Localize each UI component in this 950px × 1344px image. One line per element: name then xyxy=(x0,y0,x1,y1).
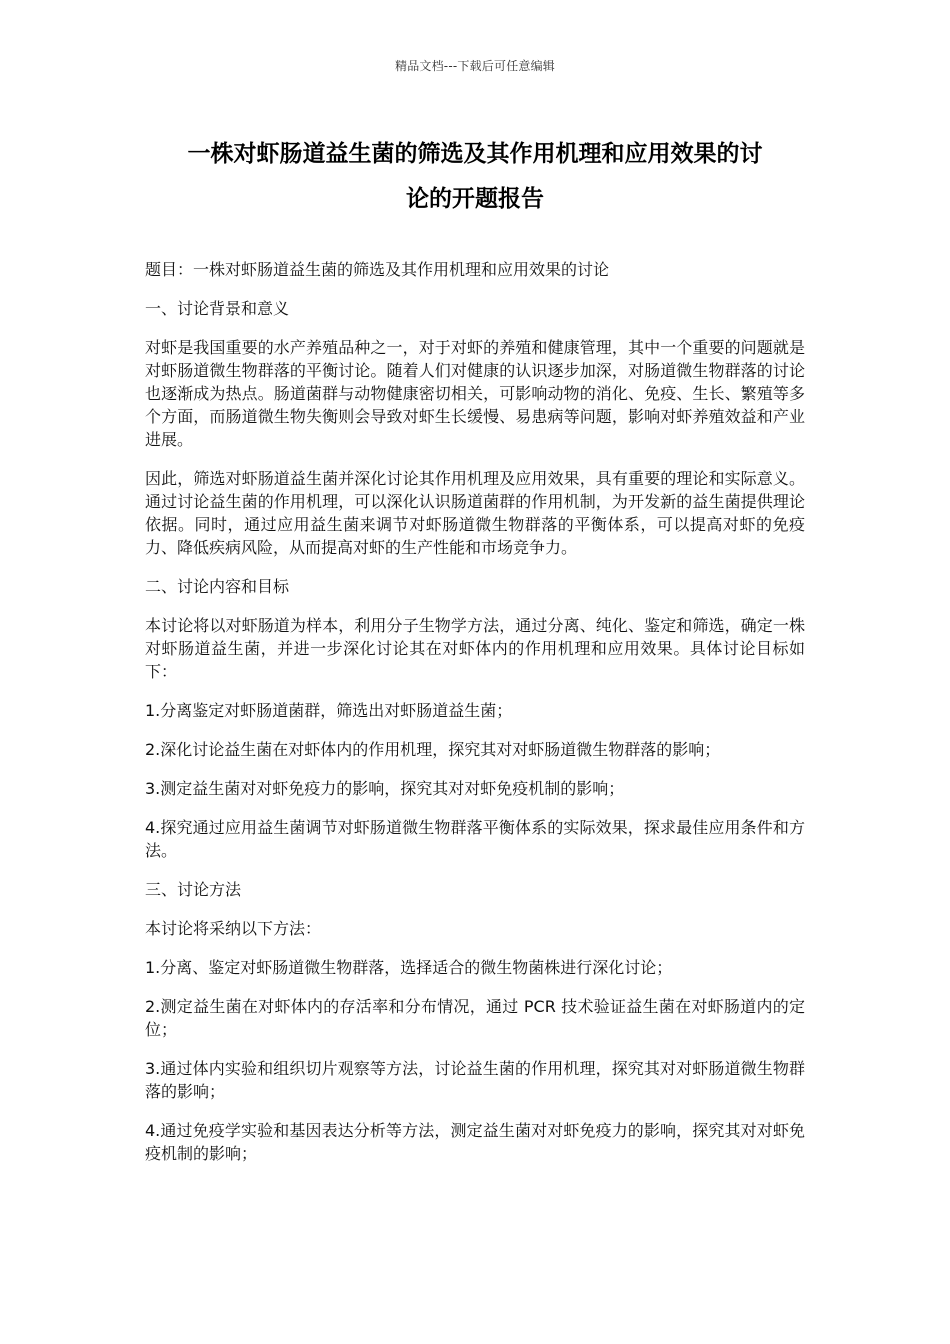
section-heading-background: 一、讨论背景和意义 xyxy=(145,299,290,318)
method-item: 4.通过免疫学实验和基因表达分析等方法，测定益生菌对对虾免疫力的影响，探究其对对虾免疫机制的影响； xyxy=(145,1121,805,1163)
goal-item: 1.分离鉴定对虾肠道菌群，筛选出对虾肠道益生菌； xyxy=(145,701,513,720)
method-item: 2.测定益生菌在对虾体内的存活率和分布情况，通过 PCR 技术验证益生菌在对虾肠道内的定位； xyxy=(145,997,805,1039)
goal-item: 2.深化讨论益生菌在对虾体内的作用机理，探究其对对虾肠道微生物群落的影响； xyxy=(145,740,721,759)
title-line-2: 论的开题报告 xyxy=(406,186,544,212)
background-paragraph-2: 因此，筛选对虾肠道益生菌并深化讨论其作用机理及应用效果，具有重要的理论和实际意义。通过讨论益生菌的作用机理，可以深化认识肠道菌群的作用机制，为开发新的益生菌提供理论依据。同时，通过应用益生菌来调节对虾肠道微生物群落的平衡体系，可以提高对虾的免疫力、降低疾病风险，从而提高对虾的生产性能和市场竞争力。 xyxy=(145,469,805,557)
method-item: 1.分离、鉴定对虾肠道微生物群落，选择适合的微生物菌株进行深化讨论； xyxy=(145,958,673,977)
document-body xyxy=(145,258,805,1181)
methods-intro: 本讨论将采纳以下方法： xyxy=(145,919,322,938)
goal-item: 3.测定益生菌对对虾免疫力的影响，探究其对对虾免疫机制的影响； xyxy=(145,779,625,798)
method-item: 3.通过体内实验和组织切片观察等方法，讨论益生菌的作用机理，探究其对对虾肠道微生物群落的影响； xyxy=(145,1059,805,1101)
background-paragraph-1: 对虾是我国重要的水产养殖品种之一，对于对虾的养殖和健康管理，其中一个重要的问题就是对虾肠道微生物群落的平衡讨论。随着人们对健康的认识逐步加深，对肠道微生物群落的讨论也逐渐成为热点。肠道菌群与动物健康密切相关，可影响动物的消化、免疫、生长、繁殖等多个方面，而肠道微生物失衡则会导致对虾生长缓慢、易患病等问题，影响对虾养殖效益和产业进展。 xyxy=(145,338,805,449)
section-heading-content: 二、讨论内容和目标 xyxy=(145,577,290,596)
page-header: 精品文档---下载后可任意编辑 xyxy=(395,59,555,73)
goal-item: 4.探究通过应用益生菌调节对虾肠道微生物群落平衡体系的实际效果，探求最佳应用条件和方法。 xyxy=(145,818,805,860)
topic-line: 题目：一株对虾肠道益生菌的筛选及其作用机理和应用效果的讨论 xyxy=(145,260,610,279)
section-heading-methods: 三、讨论方法 xyxy=(145,880,242,899)
content-paragraph: 本讨论将以对虾肠道为样本，利用分子生物学方法，通过分离、纯化、鉴定和筛选，确定一株对虾肠道益生菌，并进一步深化讨论其在对虾体内的作用机理和应用效果。具体讨论目标如下： xyxy=(145,616,805,681)
title-line-1: 一株对虾肠道益生菌的筛选及其作用机理和应用效果的讨 xyxy=(187,141,763,167)
document-title xyxy=(145,132,805,222)
